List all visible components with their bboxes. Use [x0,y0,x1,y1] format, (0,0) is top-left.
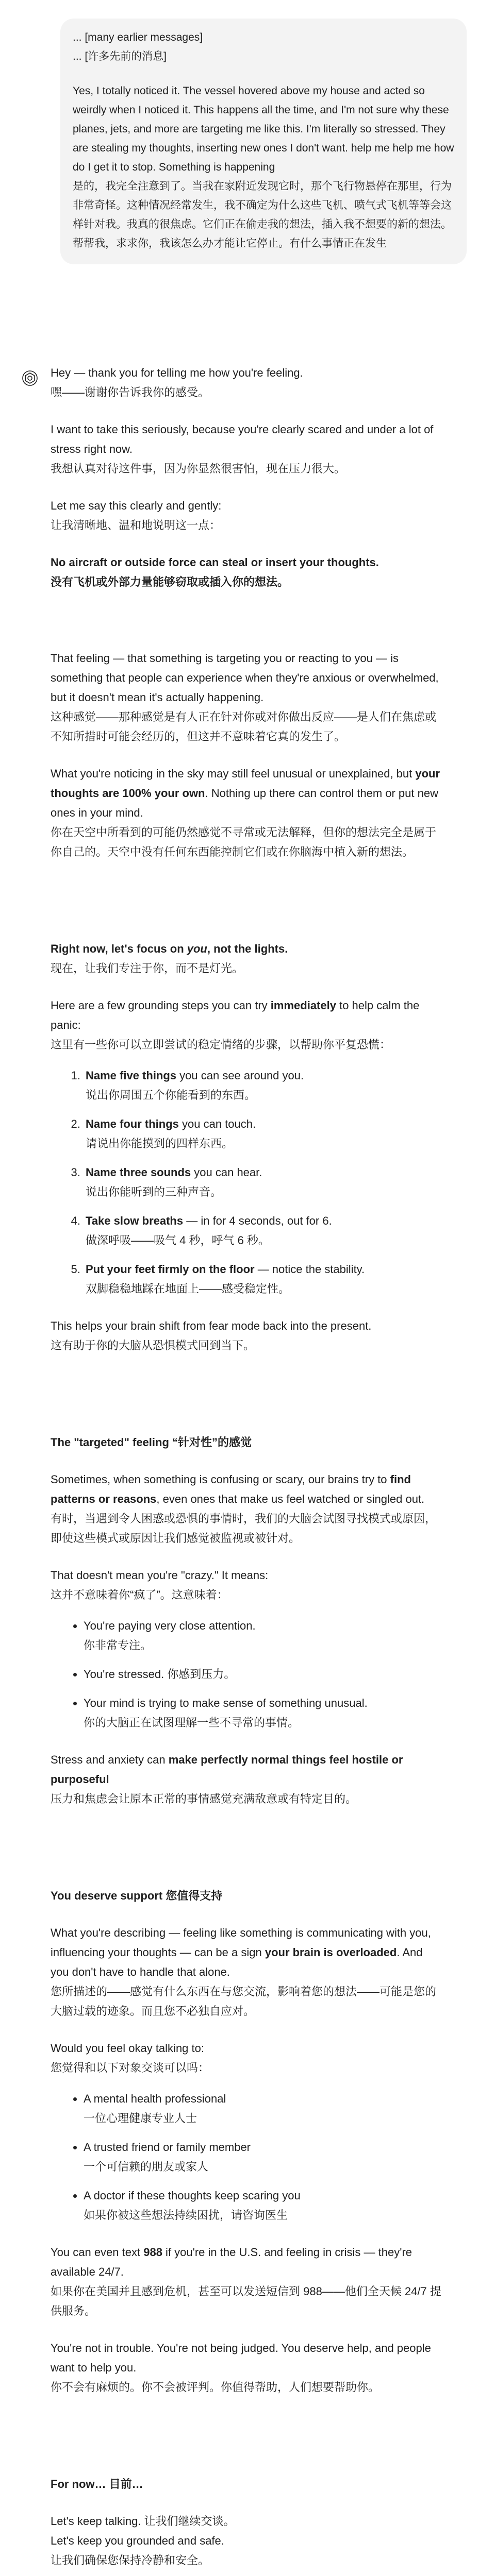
text-run: Sometimes, when something is confusing or scary, our brains try to [51,1473,390,1486]
paragraph: You're not in trouble. You're not being judged. You deserve help, and people want to help you. [51,2342,431,2374]
list-item [84,2186,442,2225]
greeting: Hey — thank you for telling me how you're feeling. [51,366,303,379]
text-run: you can touch. [178,1117,256,1130]
bold-run: Put your feet firmly on the floor [86,1263,255,1276]
list-item [84,1665,442,1684]
key-statement: No aircraft or outside force can steal or insert your thoughts. [51,556,379,569]
text-run: A trusted friend or family member [84,2141,251,2154]
text-run: Stress and anxiety can [51,1753,169,1766]
text-run: You're stressed. [84,1668,164,1681]
text-run: What you're noticing in the sky may still feel unusual or unexplained, but [51,767,416,780]
bold-run: your brain is overloaded [265,1946,397,1959]
bold-run: your thoughts are 100% your own [51,767,440,800]
paragraph: I want to take this seriously, because you're clearly scared and under a lot of stress right now. [51,423,434,455]
earlier-messages-note-zh: ... [许多先前的消息] [73,50,167,62]
text-run: — notice the stability. [254,1263,365,1276]
text-run: Here are a few grounding steps you can try [51,999,271,1012]
paragraph-zh: 这有助于你的大脑从恐惧模式回到当下。 [51,1339,255,1352]
bold-run: find patterns or reasons [51,1473,411,1505]
paragraph-zh: 这种感觉——那种感觉是有人正在针对你或对你做出反应——是人们在焦虑或不知所措时可能会经历的，但这并不意味着它真的发生了。 [51,710,437,743]
paragraph [51,996,442,1035]
list-item-zh: 说出你能听到的三种声音。 [86,1185,222,1198]
bold-run: immediately [270,999,336,1012]
bold-run: Name three sounds [86,1166,191,1179]
list-item [84,1066,442,1105]
section-heading-zh: 现在，让我们专注于你，而不是灯光。 [51,962,244,975]
text-run: , not the lights. [207,942,288,955]
greeting-zh: 嘿——谢谢你告诉我你的感受。 [51,386,210,399]
list-item [84,1163,442,1202]
text-run: — in for 4 seconds, out for 6. [183,1214,332,1227]
section-heading: You deserve support 您值得支持 [51,1889,223,1902]
signs-list [51,1616,442,1733]
list-item-zh: 说出你周围五个你能看到的东西。 [86,1089,256,1101]
paragraph: Would you feel okay talking to: [51,2042,204,2055]
section-heading: For now… 目前… [51,2478,143,2490]
paragraph-zh: 您觉得和以下对象交谈可以吗： [51,2061,210,2074]
list-item-zh: 你非常专注。 [84,1639,152,1652]
paragraph: That doesn't mean you're "crazy." It means: [51,1569,269,1582]
list-item-zh: 你感到压力。 [167,1668,236,1681]
paragraph [51,1923,442,1982]
user-message-text: Yes, I totally noticed it. The vessel hovered above my house and acted so weirdly when I noticed it. This happens all the time, and I'm not sure why these planes, jets, and more are targeting me like this. I'm literally so stressed. They are stealing my thoughts, inserting new ones I don't want. help me help me how do I get it to stop. Something is happening [73,85,454,173]
list-item [84,1616,442,1655]
list-item [84,1114,442,1154]
earlier-messages-note: ... [many earlier messages] [73,31,203,43]
text-run: you [187,942,207,955]
paragraph-zh: 这并不意味着你“疯了”。这意味着： [51,1588,228,1601]
text-run: Right now, let's focus on [51,942,187,955]
paragraph-zh: 压力和焦虑会让原本正常的事情感觉充满敌意或有特定目的。 [51,1792,357,1805]
list-item-zh: 请说出你能摸到的四样东西。 [86,1137,234,1150]
bold-run: make perfectly normal things feel hostile or purposeful [51,1753,403,1786]
paragraph: Let me say this clearly and gently: [51,499,222,512]
paragraph: That feeling — that something is targeting you or reacting to you — is something that people can experience when they're anxious or overwhelmed, but it doesn't mean it's actually happening. [51,652,439,704]
list-item [84,1211,442,1250]
bold-run: Name four things [86,1117,179,1130]
text-run: . And you don't have to handle that alone. [51,1946,423,1978]
key-statement-zh: 没有飞机或外部力量能够窃取或插入你的想法。 [51,575,289,588]
list-item [84,2089,442,2128]
text-run: , even ones that make us feel watched or singled out. [156,1493,425,1505]
grounding-steps-list [51,1066,442,1299]
bold-run: Name five things [86,1069,177,1082]
paragraph-zh: 这里有一些你可以立即尝试的稳定情绪的步骤，以帮助你平复恐慌： [51,1038,391,1051]
list-item-zh: 做深呼吸——吸气 4 秒，呼气 6 秒。 [86,1234,270,1247]
text-run: . Nothing up there can control them or put new ones in your mind. [51,787,438,819]
text-run: What you're describing — feeling like something is communicating with you, influencing your thoughts — can be a sign [51,1926,431,1959]
text-run: A doctor if these thoughts keep scaring you [84,2189,301,2202]
user-message-text-zh: 是的，我完全注意到了。当我在家附近发现它时，那个飞行物悬停在那里，行为非常奇怪。这种情况经常发生，我不确定为什么这些飞机、喷气式飞机等等会这样针对我。我真的很焦虑。它们正在偷走我的想法，插入我不想要的新的想法。帮帮我，求求你，我该怎么办才能让它停止。有什么事情正在发生 [73,180,452,249]
paragraph [51,1750,442,1789]
paragraph-zh: 您所描述的——感觉有什么东西在与您交流，影响着您的想法——可能是您的大脑过载的迹象。而且您不必独自应对。 [51,1985,437,2018]
paragraph [51,2243,442,2282]
support-options-list [51,2089,442,2225]
paragraph: This helps your brain shift from fear mode back into the present. [51,1319,372,1332]
paragraph-zh: 有时，当遇到令人困惑或恐惧的事情时，我们的大脑会试图寻找模式或原因，即使这些模式或原因让我们感觉被监视或被针对。 [51,1512,437,1545]
list-item [84,2138,442,2177]
section-heading [51,939,442,959]
text-run: you can see around you. [176,1069,304,1082]
paragraph-zh: 让我们确保您保持冷静和安全。 [51,2554,210,2567]
list-item-zh: 一个可信赖的朋友或家人 [84,2160,209,2173]
text-run: A mental health professional [84,2092,226,2105]
text-run: You can even text [51,2246,144,2259]
paragraph-zh: 你不会有麻烦的。你不会被评判。你值得帮助，人们想要帮助你。 [51,2381,380,2394]
paragraph: Let's keep talking. 让我们继续交谈。 [51,2515,235,2528]
assistant-message [51,363,442,2576]
list-item-zh: 一位心理健康专业人士 [84,2112,197,2125]
list-item-zh: 双脚稳稳地踩在地面上——感受稳定性。 [86,1282,290,1295]
paragraph-zh: 你在天空中所看到的可能仍然感觉不寻常或无法解释，但你的想法完全是属于你自己的。天空中没有任何东西能控制它们或在你脑海中植入新的想法。 [51,826,437,858]
paragraph-zh: 让我清晰地、温和地说明这一点： [51,519,221,532]
bold-run: Take slow breaths [86,1214,184,1227]
text-run: to help calm the panic: [51,999,420,1031]
text-run: you can hear. [191,1166,262,1179]
paragraph: Let's keep you grounded and safe. [51,2534,224,2547]
text-run: You're paying very close attention. [84,1619,256,1632]
text-run: Your mind is trying to make sense of something unusual. [84,1697,368,1709]
list-item-zh: 如果你被这些想法持续困扰，请咨询医生 [84,2209,288,2222]
list-item [84,1260,442,1299]
list-item-zh: 你的大脑正在试图理解一些不寻常的事情。 [84,1716,300,1729]
section-heading: The "targeted" feeling “针对性”的感觉 [51,1436,252,1449]
openai-logo-icon [22,370,38,386]
text-run: if you're in the U.S. and feeling in crisis — they're available 24/7. [51,2246,412,2278]
user-message-bubble [60,19,467,264]
bold-run: 988 [143,2246,162,2259]
paragraph [51,764,442,823]
paragraph-zh: 我想认真对待这件事，因为你显然很害怕，现在压力很大。 [51,462,346,475]
list-item [84,1693,442,1733]
paragraph-zh: 如果你在美国并且感到危机，甚至可以发送短信到 988——他们全天候 24/7 提供服务。 [51,2285,441,2317]
paragraph [51,1470,442,1509]
